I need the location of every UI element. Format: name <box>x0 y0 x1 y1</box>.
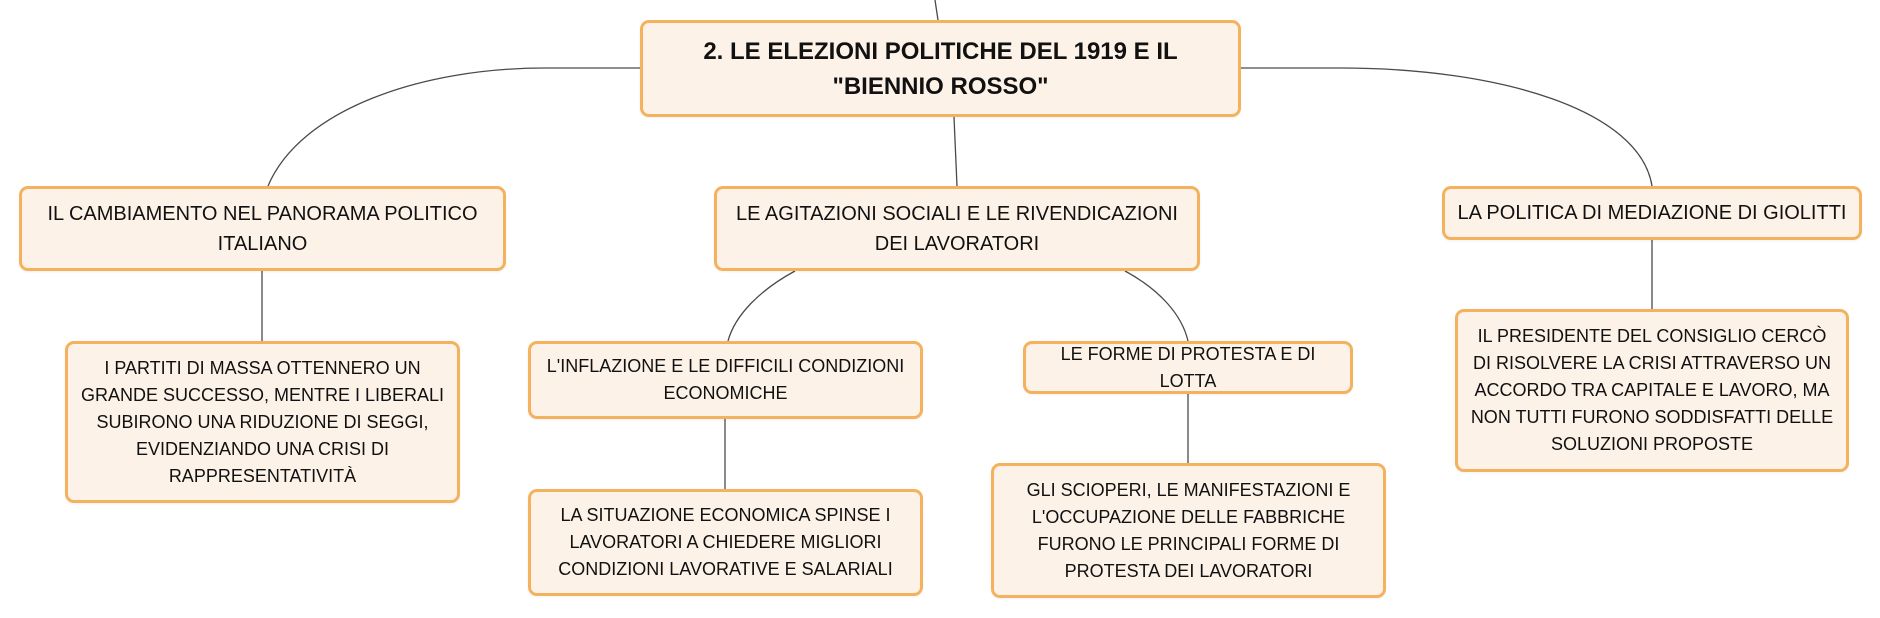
root-topic-title: 2. LE ELEZIONI POLITICHE DEL 1919 E IL "BIENNIO ROSSO" <box>703 37 1178 100</box>
subtopic-protest-forms[interactable] <box>1023 341 1353 394</box>
connector-root-to-political <box>268 68 640 186</box>
connector-social-to-protest <box>1125 271 1188 341</box>
topic-social-agitation-label: LE AGITAZIONI SOCIALI E LE RIVENDICAZIONI DEI LAVORATORI <box>736 202 1178 255</box>
subtopic-giolitti-president[interactable] <box>1455 309 1849 472</box>
topic-political-change[interactable] <box>19 186 506 271</box>
connector-root-to-giolitti <box>1240 68 1652 186</box>
detail-strikes-label: GLI SCIOPERI, LE MANIFESTAZIONI E L'OCCUPAZIONE DELLE FABBRICHE FURONO LE PRINCIPALI FORME DI PROTESTA DEI LAVORATORI <box>1026 479 1351 581</box>
subtopic-inflation-label: L'INFLAZIONE E LE DIFFICILI CONDIZIONI ECONOMICHE <box>546 356 905 403</box>
detail-economic-situation[interactable] <box>528 489 923 596</box>
connector-parent-to-root <box>935 0 938 20</box>
subtopic-mass-parties[interactable] <box>65 341 460 503</box>
root-topic-node[interactable] <box>640 20 1241 117</box>
subtopic-mass-parties-label: I PARTITI DI MASSA OTTENNERO UN GRANDE SUCCESSO, MENTRE I LIBERALI SUBIRONO UNA RIDUZIONE DI SEGGI, EVIDENZIANDO UNA CRISI DI RAPPRESENTATIVITÀ <box>80 357 445 486</box>
detail-economic-situation-label: LA SITUAZIONE ECONOMICA SPINSE I LAVORATORI A CHIEDERE MIGLIORI CONDIZIONI LAVORATIVE E SALARIALI <box>558 505 893 579</box>
topic-political-change-label: IL CAMBIAMENTO NEL PANORAMA POLITICO ITALIANO <box>47 202 478 255</box>
topic-giolitti-mediation-label: LA POLITICA DI MEDIAZIONE DI GIOLITTI <box>1457 202 1847 224</box>
topic-giolitti-mediation[interactable] <box>1442 186 1862 240</box>
subtopic-inflation[interactable] <box>528 341 923 419</box>
connector-root-to-social <box>954 117 957 186</box>
detail-strikes[interactable] <box>991 463 1386 598</box>
topic-social-agitation[interactable] <box>714 186 1200 271</box>
connector-social-to-inflation <box>728 271 795 341</box>
subtopic-protest-forms-label: LE FORME DI PROTESTA E DI LOTTA <box>1060 343 1316 391</box>
subtopic-giolitti-president-label: IL PRESIDENTE DEL CONSIGLIO CERCÒ DI RISOLVERE LA CRISI ATTRAVERSO UN ACCORDO TRA CAPITALE E LAVORO, MA NON TUTTI FURONO SODDISFATTI DELLE SOLUZIONI PROPOSTE <box>1470 326 1834 454</box>
